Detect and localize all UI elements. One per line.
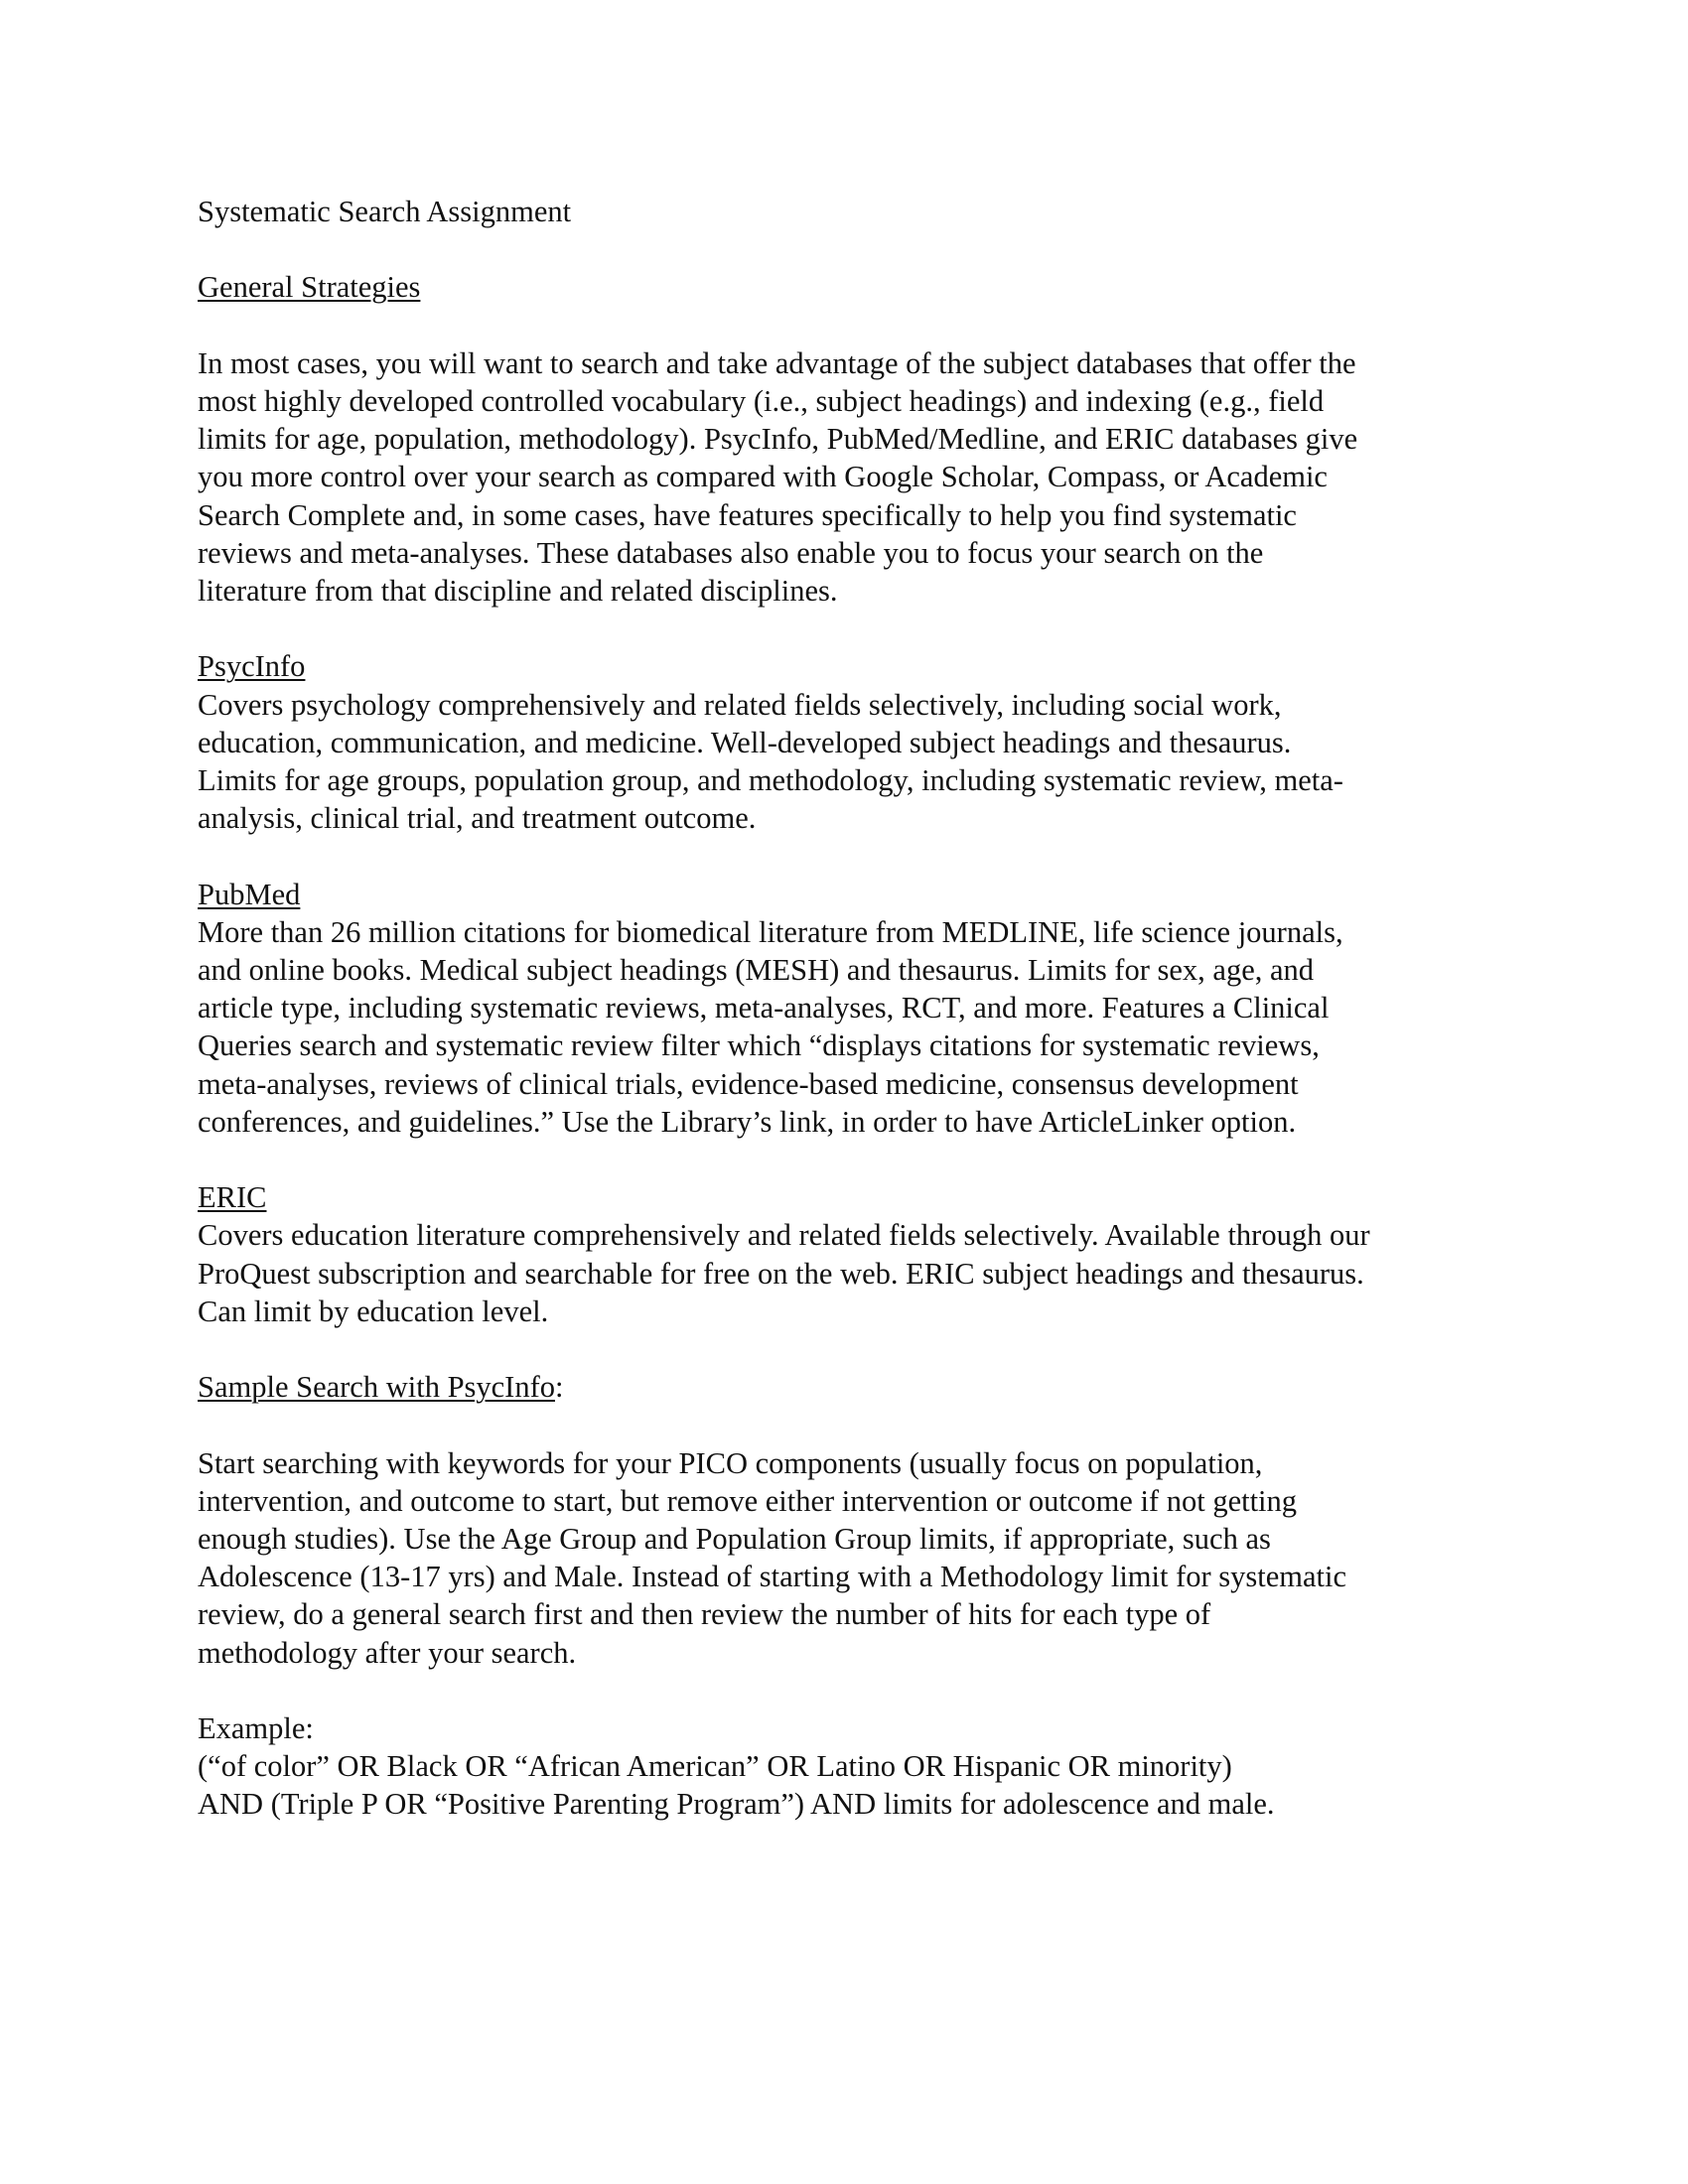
document-title: Systematic Search Assignment <box>198 195 572 228</box>
spacer <box>198 1406 1508 1443</box>
general-strategies-paragraph <box>198 344 1508 610</box>
paragraph-line: literature from that discipline and related disciplines. <box>198 574 838 608</box>
paragraph-line: education, communication, and medicine. Well-developed subject headings and thesaurus. <box>198 725 1292 759</box>
paragraph-line: Search Complete and, in some cases, have features specifically to help you find systematic <box>198 497 1297 532</box>
sample-search-paragraph <box>198 1444 1508 1672</box>
paragraph-line: enough studies). Use the Age Group and Population Group limits, if appropriate, such as <box>198 1522 1271 1556</box>
paragraph-line: you more control over your search as compared with Google Scholar, Compass, or Academic <box>198 460 1328 494</box>
paragraph-line: ProQuest subscription and searchable for free on the web. ERIC subject headings and thesaurus. <box>198 1256 1364 1291</box>
section-heading-sample-search <box>198 1368 1508 1406</box>
psycinfo-heading: PsycInfo <box>198 649 306 684</box>
example-query-line: AND (Triple P OR “Positive Parenting Program”) AND limits for adolescence and male. <box>198 1787 1275 1822</box>
paragraph-line: meta-analyses, reviews of clinical trials, evidence-based medicine, consensus development <box>198 1066 1299 1101</box>
paragraph-line: intervention, and outcome to start, but remove either intervention or outcome if not getting <box>198 1483 1298 1518</box>
example-query <box>198 1747 1508 1823</box>
section-heading-psycinfo <box>198 647 1508 685</box>
paragraph-line: reviews and meta-analyses. These databases also enable you to focus your search on the <box>198 535 1264 570</box>
paragraph-line: Covers education literature comprehensively and related fields selectively. Available through our <box>198 1218 1370 1253</box>
pubmed-heading: PubMed <box>198 877 301 911</box>
paragraph-line: Queries search and systematic review filter which “displays citations for systematic reviews, <box>198 1028 1320 1063</box>
paragraph-line: Covers psychology comprehensively and related fields selectively, including social work, <box>198 687 1282 722</box>
section-heading-general-strategies <box>198 268 1508 306</box>
paragraph-line: Start searching with keywords for your PICO components (usually focus on population, <box>198 1445 1263 1480</box>
example-query-line: (“of color” OR Black OR “African American” OR Latino OR Hispanic OR minority) <box>198 1749 1232 1784</box>
paragraph-line: More than 26 million citations for biomedical literature from MEDLINE, life science journals, <box>198 914 1343 949</box>
spacer <box>198 307 1508 344</box>
paragraph-line: and online books. Medical subject headings (MESH) and thesaurus. Limits for sex, age, and <box>198 953 1315 987</box>
section-heading-eric <box>198 1178 1508 1216</box>
paragraph-line: Can limit by education level. <box>198 1294 549 1328</box>
general-strategies-heading: General Strategies <box>198 270 421 305</box>
pubmed-paragraph <box>198 913 1508 1141</box>
paragraph-line: methodology after your search. <box>198 1635 577 1670</box>
paragraph-line: limits for age, population, methodology). PsycInfo, PubMed/Medline, and ERIC databases give <box>198 422 1358 457</box>
sample-search-heading-colon: : <box>555 1370 564 1405</box>
spacer <box>198 1330 1508 1368</box>
spacer <box>198 610 1508 647</box>
eric-paragraph <box>198 1216 1508 1330</box>
spacer <box>198 1141 1508 1178</box>
paragraph-line: most highly developed controlled vocabulary (i.e., subject headings) and indexing (e.g., field <box>198 383 1325 418</box>
paragraph-line: Limits for age groups, population group, and methodology, including systematic review, meta- <box>198 763 1343 797</box>
paragraph-line: Adolescence (13-17 yrs) and Male. Instead of starting with a Methodology limit for systematic <box>198 1560 1347 1594</box>
paragraph-line: analysis, clinical trial, and treatment outcome. <box>198 801 757 836</box>
spacer <box>198 837 1508 875</box>
paragraph-line: In most cases, you will want to search and take advantage of the subject databases that offer the <box>198 345 1356 380</box>
paragraph-line: article type, including systematic reviews, meta-analyses, RCT, and more. Features a Clinical <box>198 991 1330 1025</box>
section-heading-pubmed <box>198 876 1508 913</box>
spacer <box>198 230 1508 268</box>
document-body <box>198 193 1508 1824</box>
spacer <box>198 1672 1508 1709</box>
eric-heading: ERIC <box>198 1180 267 1215</box>
paragraph-line: review, do a general search first and then review the number of hits for each type of <box>198 1597 1211 1632</box>
psycinfo-paragraph <box>198 686 1508 838</box>
example-label: Example: <box>198 1711 314 1745</box>
sample-search-heading: Sample Search with PsycInfo <box>198 1370 555 1405</box>
paragraph-line: conferences, and guidelines.” Use the Library’s link, in order to have ArticleLinker option. <box>198 1104 1297 1139</box>
